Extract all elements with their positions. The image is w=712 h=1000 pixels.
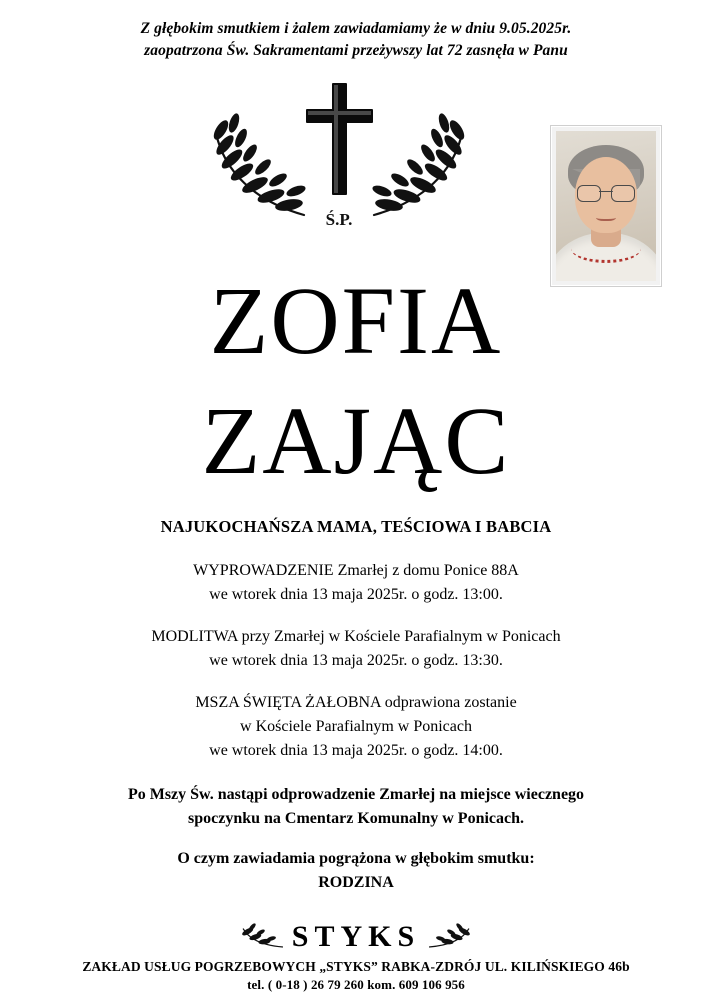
- ceremony-line: we wtorek dnia 13 maja 2025r. o godz. 13:30.: [209, 652, 503, 670]
- ceremony-line: WYPROWADZENIE Zmarłej z domu Ponice 88A: [193, 562, 519, 580]
- company-phone: tel. ( 0-18 ) 26 79 260 kom. 609 106 956: [247, 977, 465, 993]
- footer: [26, 920, 686, 994]
- intro-line-2: zaopatrzona Św. Sakramentami przeżywszy lat 72 zasnęła w Panu: [144, 42, 568, 60]
- company-address: ZAKŁAD USŁUG POGRZEBOWYCH „STYKS” RABKA-ZDRÓJ UL. KILIŃSKIEGO 46b: [82, 959, 630, 975]
- ceremony-line: w Kościele Parafialnym w Ponicach: [240, 718, 472, 736]
- burial-line: spoczynku na Cmentarz Komunalny w Ponicach.: [187, 810, 525, 828]
- family-line: O czym zawiadamia pogrążona w głębokim smutku:: [177, 850, 535, 868]
- burial-paragraph: [26, 783, 686, 831]
- emblem-and-photo-row: [26, 69, 686, 244]
- relationship-subtitle: NAJUKOCHAŃSZA MAMA, TEŚCIOWA I BABCIA: [160, 517, 552, 537]
- ceremony-list: [26, 559, 686, 781]
- logo-text: STYKS: [291, 920, 421, 954]
- burial-line: Po Mszy Św. nastąpi odprowadzenie Zmarłej na miejsce wiecznego: [127, 786, 585, 804]
- intro-text: [26, 18, 686, 63]
- ceremony-item: [26, 625, 686, 673]
- ceremony-line: MSZA ŚWIĘTA ŻAŁOBNA odprawiona zostanie: [195, 694, 517, 712]
- first-name: ZOFIA: [209, 266, 503, 374]
- photo-mouth: [596, 213, 616, 221]
- photo-glasses: [577, 185, 635, 201]
- ceremony-line: MODLITWA przy Zmarłej w Kościele Parafialnym w Ponicach: [151, 628, 561, 646]
- cross-with-laurel-wreath-icon: [194, 75, 484, 235]
- portrait-photo: [556, 131, 656, 281]
- laurel-right-icon: [426, 923, 472, 951]
- portrait-photo-frame: [550, 125, 662, 287]
- company-logo: [26, 920, 686, 954]
- family-line: RODZINA: [318, 874, 394, 892]
- last-name: ZAJĄC: [201, 386, 511, 494]
- photo-necklace: [571, 234, 641, 263]
- ceremony-item: [26, 691, 686, 763]
- deceased-name: [26, 266, 686, 494]
- glasses-lens-left: [577, 185, 601, 202]
- ceremony-item: [26, 559, 686, 607]
- ceremony-line: we wtorek dnia 13 maja 2025r. o godz. 13:00.: [209, 586, 503, 604]
- intro-line-1: Z głębokim smutkiem i żalem zawiadamiamy że w dniu 9.05.2025r.: [140, 20, 572, 37]
- svg-text:Ś.P.: Ś.P.: [325, 209, 353, 229]
- family-signature: [26, 847, 686, 895]
- laurel-left-icon: [240, 923, 286, 951]
- closing-text: [26, 783, 686, 911]
- glasses-lens-right: [611, 185, 635, 202]
- ceremony-line: we wtorek dnia 13 maja 2025r. o godz. 14:00.: [209, 742, 503, 760]
